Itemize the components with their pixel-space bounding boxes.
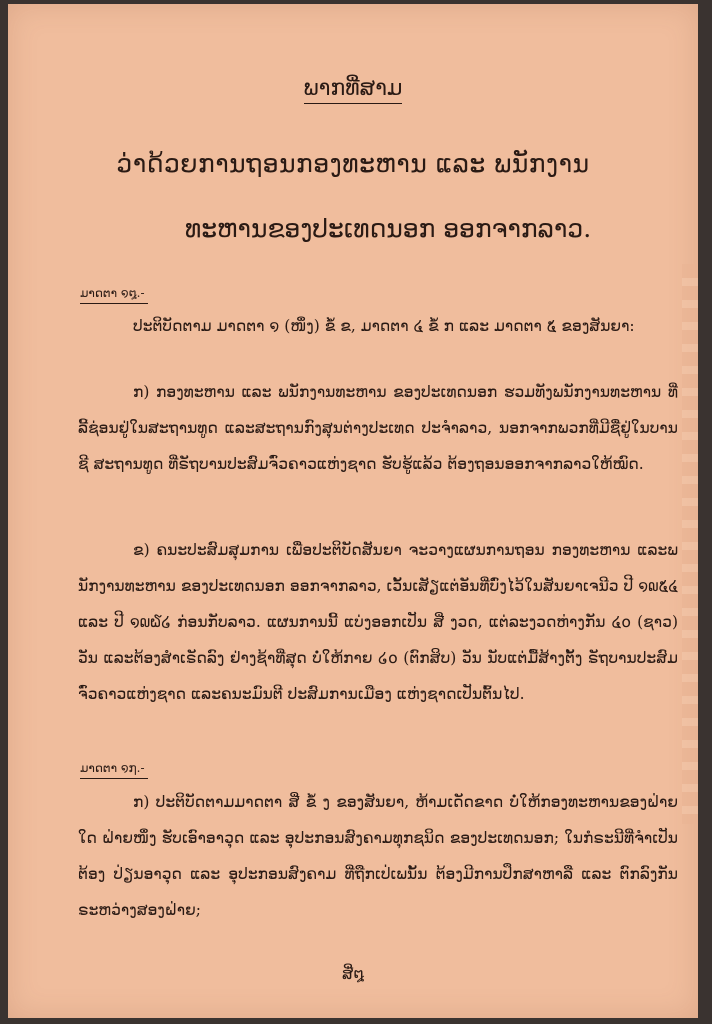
article-16-item-b: ຂ) ຄນະປະສົມສຸມການ ເພື່ອປະຕິບັດສັນຍາ ຈະວາງແຜນການຖອນ ກອງທະຫານ ແລະພນັກງານທະຫານ ຂອງປະເທດນອກ ອອກຈາກລາວ, ເວັ້ນເສັຽແຕ່ອັນທີ່ບົ່ງໄວ້ໃນສັນຍາເຈນີວ ປີ ໑໙໕໔ ແລະ ປີ ໑໙໖໒ ກ່ອນກັບລາວ. ແຜນການນີ້ ແບ່ງອອກເປັນ ສີ່ ງວດ, ແຕ່ລະງວດຫ່າງກັນ ໔໐ (ຊາວ) ວັນ ແລະຕ້ອງສຳເຣັດລົງ ຢ່າງຊ້າທີ່ສຸດ ບໍ່ໃຫ້ກາຍ ໒໐ (ຕົກສິບ) ວັນ ນັບແຕ່ມື້ສ້າງຕັ້ງ ຣັຖບານປະສົມຈົ່ວຄາວແຫ່ງຊາດ ແລະຄນະມົນຕີ ປະສົມການເມືອງ ແຫ່ງຊາດເປັນຕົ້ນໄປ. [78, 541, 678, 703]
article-16-label: ມາດຕາ ໑໘.- [80, 286, 148, 304]
chapter-title-line-2: ທະຫານຂອງປະເທດນອກ ອອກຈາກລາວ. [184, 214, 592, 243]
page-number: ສີ່໘ [341, 964, 365, 983]
part-heading-text: ພາກທີ່ສາມ [304, 76, 403, 104]
article-17-label: ມາດຕາ ໑໗.- [80, 761, 148, 779]
article-17-item-a: ກ) ປະຕິບັດຕາມມາດຕາ ສີ່ ຂໍ້ ງ ຂອງສັນຍາ, ຫ້າມເດັດຂາດ ບໍ່ໃຫ້ກອງທະຫານຂອງຝ່າຍໃດ ຝ່າຍໜຶ່ງ ຮັບເອົາອາວຸດ ແລະ ອຸປະກອນສົງຄາມທຸກຊນິດ ຂອງປະເທດນອກ; ໃນກໍຣະນີທີ່ຈຳເປັນຕ້ອງ ປ່ຽນອາວຸດ ແລະ ອຸປະກອນສົງຄາມ ທີ່ຖືກເປ່ເພນັ້ນ ຕ້ອງມີການປຶກສາຫາລື ແລະ ຕົກລົງກັນ ຣະຫວ່າງສອງຝ່າຍ; [78, 793, 678, 919]
torn-edge [682, 264, 698, 824]
article-16-intro: ປະຕິບັດຕາມ ມາດຕາ ໑ (ໜຶ່ງ) ຂໍ້ ຂ, ມາດຕາ ໔ ຂໍ້ ກ ແລະ ມາດຕາ ໕ ຂອງສັນຍາ: [133, 317, 635, 335]
document-page [8, 4, 698, 1018]
article-16-item-a: ກ) ກອງທະຫານ ແລະ ພນັກງານທະຫານ ຂອງປະເທດນອກ ຮວມທັງພນັກງານທະຫານ ທີ່ລີ້ຊ່ອນຢູ່ໃນສະຖານທູດ ແລະສະຖານກົງສຸນຕ່າງປະເທດ ປະຈຳລາວ, ນອກຈາກພວກທີ່ມີຊື່ຢູ່ໃນບານຊີ ສະຖານທູດ ທີ່ຣັຖບານປະສົມຈົ່ວຄາວແຫ່ງຊາດ ຮັບຮູ້ແລ້ວ ຕ້ອງຖອນອອກຈາກລາວໃຫ້ໝົດ. [78, 383, 678, 473]
chapter-title-line-1: ວ່າດ້ວຍການຖອນກອງທະຫານ ແລະ ພນັກງານ [116, 149, 590, 178]
part-heading [8, 76, 698, 101]
